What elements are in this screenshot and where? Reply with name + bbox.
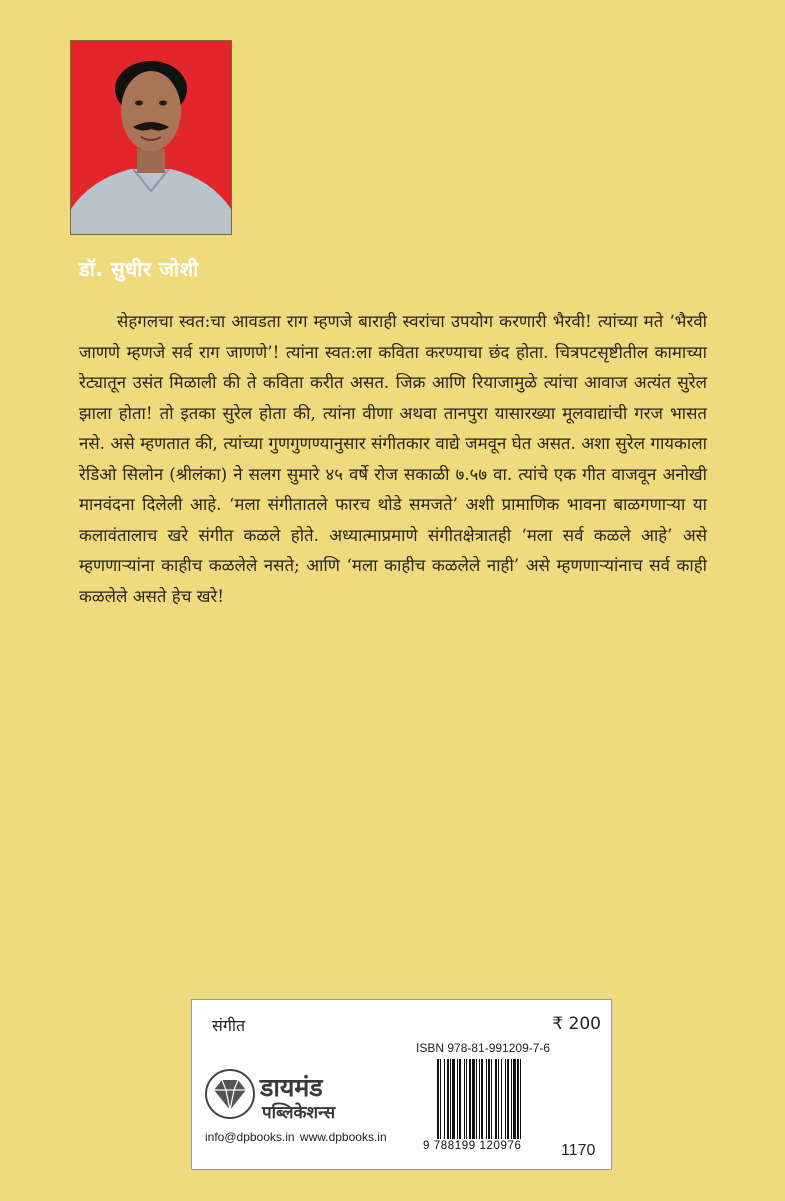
barcode-digits: 9 788199 120976 (423, 1140, 522, 1152)
book-code: 1170 (561, 1142, 596, 1159)
publisher-info-box (191, 999, 612, 1170)
genre-label: संगीत (212, 1016, 246, 1035)
blurb-text: सेहगलचा स्वत:चा आवडता राग म्हणजे बाराही स्वरांचा उपयोग करणारी भैरवी! त्यांच्या मते ‘भैरवी जाणणे म्हणजे सर्व राग जाणणे’! त्यांना स्वत:ला कविता करण्याचा छंद होता. चित्रपटसृष्टीतील कामाच्या रेट्यातून उसंत मिळाली की ते कविता करीत असत. जिक्र आणि रियाजामुळे त्यांचा आवाज अत्यंत सुरेल झाला होता! तो इतका सुरेल होता की, त्यांना वीणा अथवा तानपुरा यासारख्या मूलवाद्यांची गरज भासत नसे. असे म्हणतात की, त्यांच्या गुणगुणण्यानुसार संगीतकार वाद्ये जमवून घेत असत. अशा सुरेल गायकाला रेडिओ सिलोन (श्रीलंका) ने सलग सुमारे ४५ वर्षे रोज सकाळी ७.५७ वा. त्यांचे एक गीत वाजवून अनोखी मानवंदना दिलेली आहे. ‘मला संगीतातले फारच थोडे समजते’ अशी प्रामाणिक भावना बाळगणाऱ्या या कलावंतालाच खरे संगीत कळले होते. अध्यात्माप्रमाणे संगीतक्षेत्रातही ‘मला सर्व कळले आहे’ असे म्हणणाऱ्यांना काहीच कळलेले नसते; आणि ‘मला काहीच कळलेले नाही’ असे म्हणणाऱ्यांनाच सर्व काही कळलेले असते हेच खरे! (79, 311, 707, 606)
contact-info: info@dpbooks.in www.dpbooks.in (205, 1130, 387, 1144)
author-photo (70, 40, 232, 235)
diamond-icon (206, 1070, 254, 1118)
publisher-name-line1: डायमंड (260, 1073, 323, 1102)
isbn-label: ISBN 978-81-991209-7-6 (416, 1041, 551, 1055)
publisher-logo (204, 1066, 409, 1126)
barcode (435, 1059, 547, 1147)
publisher-name-line2: पब्लिकेशन्स (262, 1103, 336, 1123)
author-name: डॉ. सुधीर जोशी (79, 257, 199, 281)
price-label: ₹ 200 (552, 1014, 601, 1034)
